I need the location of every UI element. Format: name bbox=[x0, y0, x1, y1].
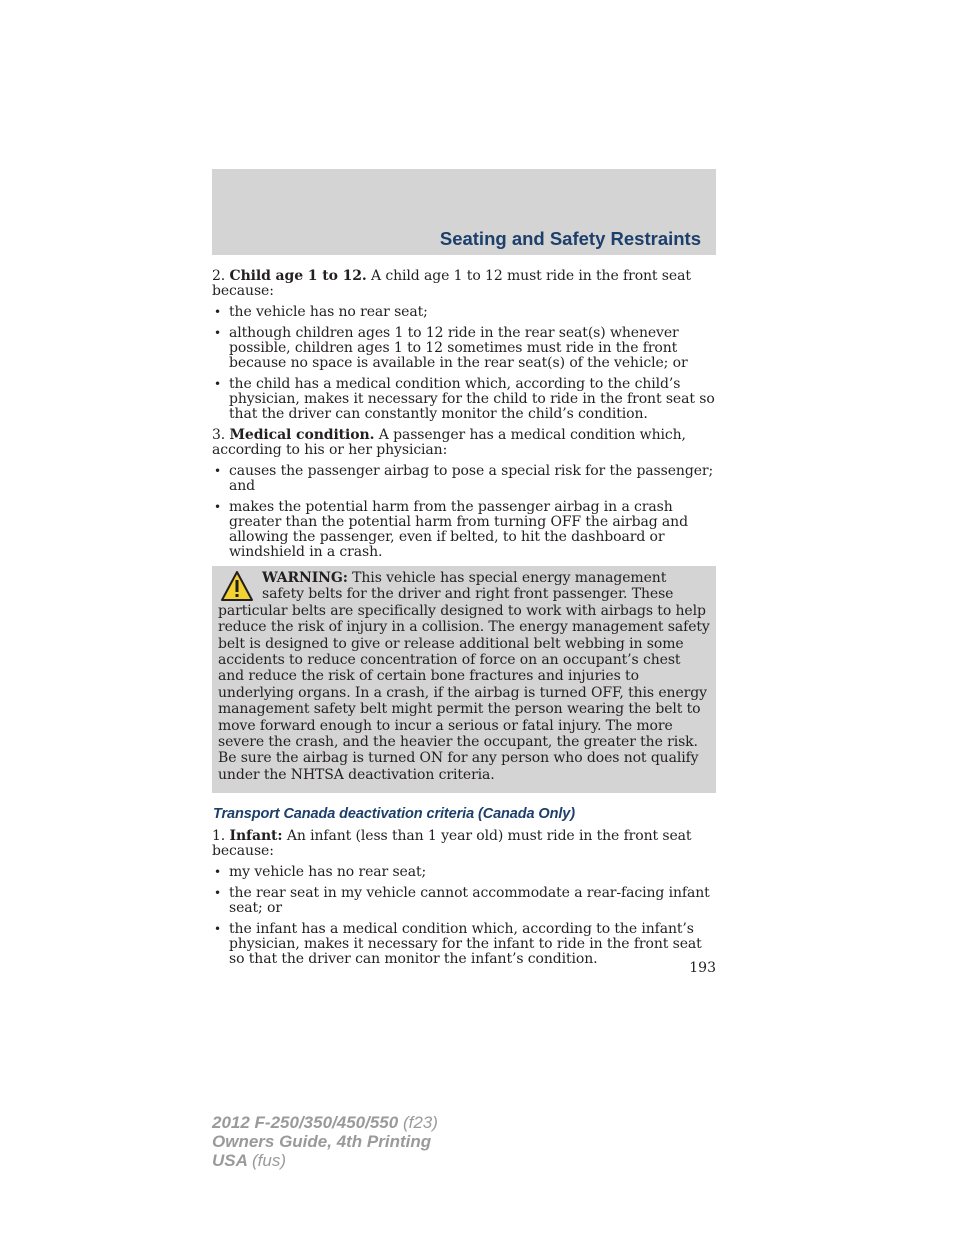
bullet-marker: • bbox=[214, 326, 221, 340]
page-number: 193 bbox=[689, 960, 716, 976]
warning-box bbox=[212, 566, 716, 793]
medical-paragraph bbox=[212, 428, 716, 458]
item-number: 3. bbox=[212, 427, 226, 443]
header-band bbox=[212, 169, 716, 255]
warning-triangle-icon bbox=[220, 570, 254, 602]
term-label: Medical condition. bbox=[229, 427, 375, 443]
bullet-marker: • bbox=[214, 377, 221, 391]
footer-line-region bbox=[212, 1151, 438, 1170]
infant-paragraph bbox=[212, 829, 716, 859]
footer-region: USA bbox=[212, 1151, 248, 1170]
list-item-text: the rear seat in my vehicle cannot accommodate a rear-facing infant seat; or bbox=[229, 885, 710, 917]
list-item-text: the infant has a medical condition which, according to the infant’s physician, makes it necessary for the infant to ride in the front seat so that the driver can monitor the infant’s condition. bbox=[229, 921, 702, 968]
paragraph-text: A passenger has a medical condition which, according to his or her physician: bbox=[212, 427, 686, 458]
list-item bbox=[212, 865, 716, 880]
bullet-marker: • bbox=[214, 464, 221, 478]
paragraph-text: A child age 1 to 12 must ride in the front seat because: bbox=[212, 268, 691, 299]
footer-region-code: (fus) bbox=[252, 1151, 286, 1170]
bullet-marker: • bbox=[214, 305, 221, 319]
list-item-text: causes the passenger airbag to pose a special risk for the passenger; and bbox=[229, 463, 714, 494]
footer bbox=[212, 1113, 438, 1170]
medical-bullet-list bbox=[212, 464, 716, 560]
list-item-text: the child has a medical condition which, according to the child’s physician, makes it necessary for the child to ride in the front seat so that the driver can constantly monitor the child’s condition. bbox=[229, 376, 715, 422]
item-number: 2. bbox=[212, 268, 226, 284]
list-item bbox=[212, 305, 716, 320]
footer-model: 2012 F-250/350/450/550 bbox=[212, 1113, 399, 1132]
term-label: Infant: bbox=[229, 828, 283, 845]
bullet-marker: • bbox=[214, 500, 221, 514]
list-item-text: my vehicle has no rear seat; bbox=[229, 864, 427, 881]
canada-heading: Transport Canada deactivation criteria (Canada Only) bbox=[213, 806, 575, 823]
bullet-marker: • bbox=[214, 865, 221, 880]
paragraph-text: An infant (less than 1 year old) must ride in the front seat because: bbox=[212, 828, 692, 860]
list-item-text: although children ages 1 to 12 ride in the rear seat(s) whenever possible, children ages 1 to 12 sometimes must ride in the front because no space is available in the rear seat(s) of the vehicle; or bbox=[229, 325, 688, 371]
list-item bbox=[212, 326, 716, 371]
page-body bbox=[212, 269, 716, 973]
footer-line-model bbox=[212, 1113, 438, 1132]
canada-bullet-list bbox=[212, 865, 716, 967]
list-item bbox=[212, 922, 716, 967]
list-item bbox=[212, 377, 716, 422]
warning-label: WARNING: bbox=[262, 570, 348, 586]
list-item bbox=[212, 500, 716, 560]
footer-model-code: (f23) bbox=[402, 1113, 438, 1132]
list-item-text: the vehicle has no rear seat; bbox=[229, 304, 428, 320]
bullet-marker: • bbox=[214, 886, 221, 901]
list-item bbox=[212, 886, 716, 916]
warning-text: This vehicle has special energy management safety belts for the driver and right front passenger. These particular belts are specifically designed to work with airbags to help reduce the risk of injury in a collision. The energy management safety belt is designed to give or release additional belt webbing in some accidents to reduce concentration of force on an occupant’s chest and reduce the risk of certain bone fractures and injuries to underlying organs. In a crash, if the airbag is turned OFF, this energy management safety belt might permit the person wearing the belt to move forward enough to incur a serious or fatal injury. The more severe the crash, and the heavier the occupant, the greater the risk. Be sure the airbag is turned ON for any person who does not qualify under the NHTSA deactivation criteria. bbox=[218, 570, 710, 783]
list-item-text: makes the potential harm from the passenger airbag in a crash greater than the potential harm from turning OFF the airbag and allowing the passenger, even if belted, to hit the dashboard or windshield in a crash. bbox=[229, 499, 688, 560]
child-bullet-list bbox=[212, 305, 716, 422]
list-item bbox=[212, 464, 716, 494]
term-label: Child age 1 to 12. bbox=[229, 268, 367, 284]
section-title: Seating and Safety Restraints bbox=[439, 228, 701, 249]
child-paragraph bbox=[212, 269, 716, 299]
item-number: 1. bbox=[212, 828, 226, 845]
footer-line-guide: Owners Guide, 4th Printing bbox=[212, 1132, 432, 1151]
bullet-marker: • bbox=[214, 922, 221, 937]
